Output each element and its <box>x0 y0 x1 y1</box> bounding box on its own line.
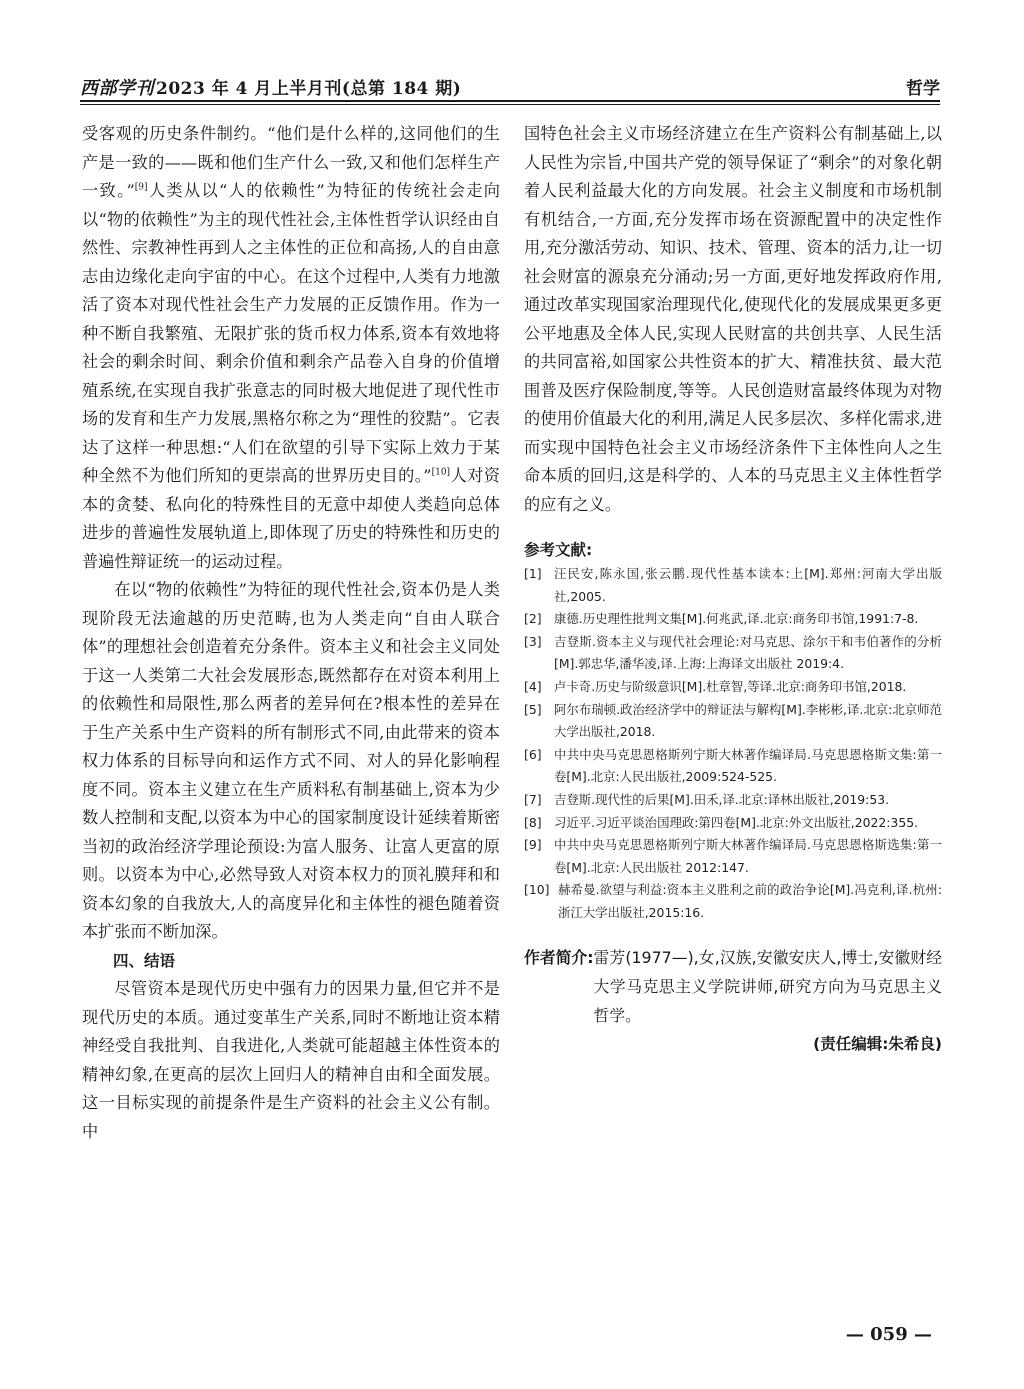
reference-text: 中共中央马克思恩格斯列宁斯大林著作编译局.马克思恩格斯文集:第一卷[M].北京:人民出版社,2009:524-525. <box>554 746 942 785</box>
journal-issue: 2023 年 4 月上半月刊(总第 184 期) <box>156 79 462 99</box>
references-heading: 参考文献: <box>524 541 593 559</box>
reference-number: [2] <box>524 611 542 627</box>
reference-text: 吉登斯.现代性的后果[M].田禾,译.北京:译林出版社,2019:53. <box>554 791 890 807</box>
reference-text: 吉登斯.资本主义与现代社会理论:对马克思、涂尔干和韦伯著作的分析[M].郭忠华,潘华凌,译.上海:上海译文出版社 2019:4. <box>554 633 942 672</box>
paragraph-text: 受客观的历史条件制约。“他们是什么样的,这同他们的生产是一致的——既和他们生产什么一致,又和他们怎样生产一致。” <box>82 124 500 200</box>
section-name: 哲学 <box>906 79 940 99</box>
editor-note: (责任编辑:朱希良) <box>813 1034 942 1053</box>
reference-number: [7] <box>524 791 542 807</box>
reference-text: 卢卡奇.历史与阶级意识[M].杜章智,等译.北京:商务印书馆,2018. <box>554 678 907 694</box>
left-column <box>82 120 500 1146</box>
reference-text: 康德.历史理性批判文集[M].何兆武,译.北京:商务印书馆,1991:7-8. <box>554 611 919 627</box>
reference-number: [10] <box>524 882 550 898</box>
reference-number: [4] <box>524 678 542 694</box>
paragraph: 国特色社会主义市场经济建立在生产资料公有制基础上,以人民性为宗旨,中国共产党的领导保证了“剩余”的对象化朝着人民利益最大化的方向发展。社会主义制度和市场机制有机结合,一方面,充分发挥市场在资源配置中的决定性作用,充分激活劳动、知识、技术、管理、资本的活力,让一切社会财富的源泉充分涌动;另一方面,更好地发挥政府作用,通过改革实现国家治理现代化,使现代化的发展成果更多更公平地惠及全体人民,实现人民财富的共创共享、人民生活的共同富裕,如国家公共性资本的扩大、精准扶贫、最大范围普及医疗保险制度,等等。人民创造财富最终体现为对物的使用价值最大化的利用,满足人民多层次、多样化需求,进而实现中国特色社会主义市场经济条件下主体性向人之生命本质的回归,这是科学的、人本的马克思主义主体性哲学的应有之义。 <box>524 124 942 514</box>
journal-title <box>80 74 461 100</box>
section-heading: 四、结语 <box>113 951 176 970</box>
reference-number: [6] <box>524 746 542 762</box>
reference-item <box>524 879 942 924</box>
paragraph-text: 人对资本的贪婪、私向化的特殊性目的无意中却使人类趋向总体进步的普遍性发展轨道上,即体现了历史的特殊性和历史的普遍性辩证统一的运动过程。 <box>82 466 500 571</box>
header-rule-thin <box>80 104 940 105</box>
reference-item <box>524 676 942 699</box>
paragraph <box>82 120 500 576</box>
header-rule <box>80 100 940 102</box>
reference-item <box>524 563 942 608</box>
citation-ref: [9] <box>134 182 148 193</box>
reference-item <box>524 699 942 744</box>
reference-text: 中共中央马克思恩格斯列宁斯大林著作编译局.马克思恩格斯选集:第一卷[M].北京:人民出版社 2012:147. <box>554 837 942 875</box>
reference-number: [5] <box>524 701 542 717</box>
reference-number: [3] <box>524 633 542 649</box>
reference-text: 赫希曼.欲望与利益:资本主义胜利之前的政治争论[M].冯克利,译.杭州:浙江大学出版社,2015:16. <box>558 882 942 920</box>
reference-text: 汪民安,陈永国,张云鹏.现代性基本读本:上[M].郑州:河南大学出版社,2005. <box>554 566 942 604</box>
paragraph: 在以“物的依赖性”为特征的现代性社会,资本仍是人类现阶段无法逾越的历史范畴,也为人类走向“自由人联合体”的理想社会创造着充分条件。资本主义和社会主义同处于这一人类第二大社会发展形态,既然都存在对资本利用上的依赖性和局限性,那么两者的差异何在?根本性的差异在于生产关系中生产资料的所有制形式不同,由此带来的资本权力体系的目标导向和运作方式不同、对人的异化影响程度不同。资本主义建立在生产质料私有制基础上,资本为少数人控制和支配,以资本为中心的国家制度设计延续着斯密当初的政治经济学理论预设:为富人服务、让富人更富的原则。以资本为中心,必然导致人对资本权力的顶礼膜拜和和资本幻象的自我放大,人的高度异化和主体性的褪色随着资本扩张而不断加深。 <box>82 580 500 941</box>
author-text: 雷芳(1977—),女,汉族,安徽安庆人,博士,安徽财经大学马克思主义学院讲师,研究方向为马克思主义哲学。 <box>593 947 942 1025</box>
reference-number: [1] <box>524 566 542 581</box>
reference-text: 阿尔布瑞顿.政治经济学中的辩证法与解构[M].李彬彬,译.北京:北京师范大学出版社,2018. <box>554 701 942 740</box>
journal-logo: 西部学刊 <box>80 78 154 99</box>
reference-item <box>524 834 942 879</box>
reference-number: [8] <box>524 814 542 830</box>
reference-item <box>524 744 942 789</box>
page-number: — 059 — <box>845 1324 932 1345</box>
reference-list <box>524 563 942 925</box>
reference-text: 习近平.习近平谈治国理政:第四卷[M].北京:外文出版社,2022:355. <box>554 814 919 830</box>
author-bio <box>524 943 942 1030</box>
reference-item <box>524 631 942 676</box>
paragraph: 尽管资本是现代历史中强有力的因果力量,但它并不是现代历史的本质。通过变革生产关系,同时不断地让资本精神经受自我批判、自我进化,人类就可能超越主体性资本的精神幻象,在更高的层次上回归人的精神自由和全面发展。这一目标实现的前提条件是生产资料的社会主义公有制。中 <box>82 979 500 1141</box>
author-label: 作者简介: <box>524 947 594 967</box>
citation-ref: [10] <box>431 467 451 478</box>
paragraph-text: 人类从以“人的依赖性”为特征的传统社会走向以“物的依赖性”为主的现代性社会,主体性哲学认识经由自然性、宗教神性再到人之主体性的正位和高扬,人的自由意志由边缘化走向宇宙的中心。在这个过程中,人类有力地激活了资本对现代性社会生产力发展的正反馈作用。作为一种不断自我繁殖、无限扩张的货币权力体系,资本有效地将社会的剩余时间、剩余价值和剩余产品卷入自身的价值增殖系统,在实现自我扩张意志的同时极大地促进了现代性市场的发育和生产力发展,黑格尔称之为“理性的狡黠”。它表达了这样一种思想:“人们在欲望的引导下实际上效力于某种全然不为他们所知的更崇高的世界历史目的。” <box>82 181 500 485</box>
running-header <box>80 72 940 104</box>
right-column <box>524 120 942 1058</box>
reference-item <box>524 812 942 835</box>
reference-number: [9] <box>524 837 542 853</box>
reference-item <box>524 789 942 812</box>
reference-item <box>524 608 942 631</box>
